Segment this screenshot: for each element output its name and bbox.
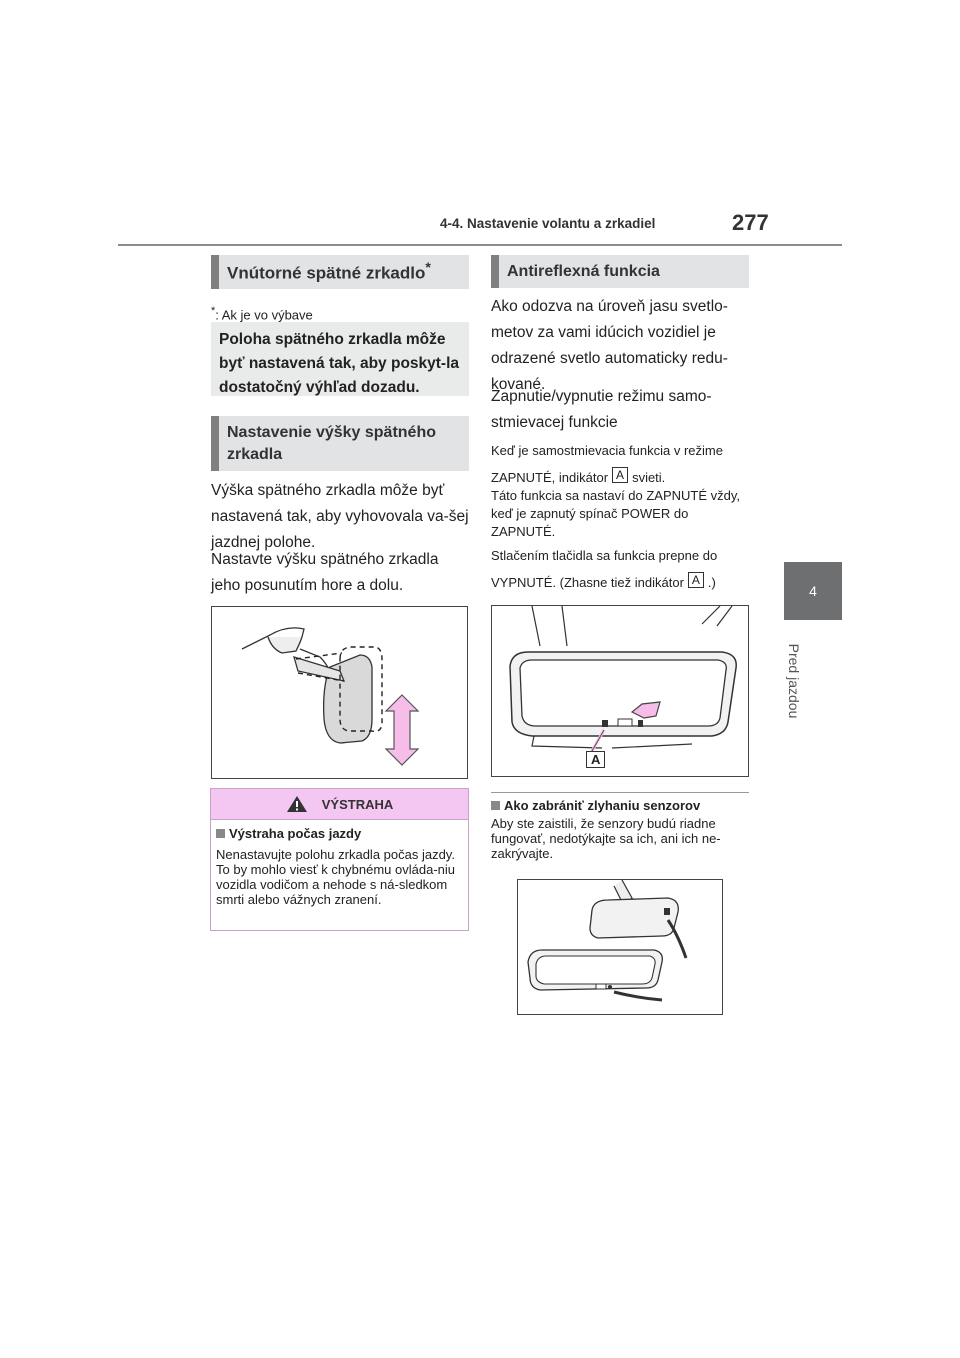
power-on-text: Táto funkcia sa nastaví do ZAPNUTÉ vždy, keď je zapnutý spínač POWER do ZAPNUTÉ. <box>491 488 741 539</box>
footnote-text: : Ak je vo výbave <box>215 307 313 323</box>
footnote-star: * <box>211 305 216 317</box>
section-separator <box>491 792 749 793</box>
chapter-label-wrap <box>780 636 808 726</box>
indicator-a-label: A <box>612 467 628 483</box>
antiglare-figure <box>491 605 749 777</box>
square-bullet-icon <box>216 829 225 838</box>
warning-header <box>211 789 468 820</box>
subsection-title-box <box>211 416 469 471</box>
section-title: 4-4. Nastavenie volantu a zrkadiel <box>440 216 656 231</box>
antiglare-paragraph: Ako odozva na úroveň jasu svetlo-metov za vami idúcich vozidiel je odrazené svetlo automaticky redu-kované. <box>491 298 728 393</box>
dim-off-text: Stlačením tlačidla sa funkcia prepne do VYPNUTÉ. (Zhasne tiež indikátor A .) <box>491 548 718 590</box>
mirror-height-figure <box>211 606 468 779</box>
square-bullet-icon <box>491 801 500 810</box>
warning-box <box>210 788 469 931</box>
warning-text-2: To by mohlo viesť k chybnému ovláda-niu vozidla vodičom a nehode s ná-sledkom smrti alebo vážnych zranení. <box>216 862 455 907</box>
title-bar <box>211 416 219 471</box>
indicator-a-label: A <box>688 572 704 588</box>
header-rule <box>118 244 842 246</box>
chapter-number: 4 <box>809 583 817 599</box>
warning-text-1: Nenastavujte polohu zrkadla počas jazdy. <box>216 847 455 862</box>
subsection-title: Nastavenie výšky spätného zrkadla <box>227 423 436 463</box>
sensor-heading: Ako zabrániť zlyhaniu senzorov <box>491 797 753 815</box>
title-bar <box>491 255 499 288</box>
height-paragraph: Výška spätného zrkadla môže byť nastavená tak, aby vyhovovala va-šej jazdnej polohe. <box>211 482 469 551</box>
title-bar <box>211 255 219 289</box>
label-a-callout: A <box>586 751 605 768</box>
dim-on-text: Keď je samostmievacia funkcia v režime ZAPNUTÉ, indikátor A svieti. <box>491 443 723 485</box>
antiglare-title-box <box>491 255 749 288</box>
summary-box: Poloha spätného zrkadla môže byť nastavená tak, aby poskyt-la dostatočný výhľad dozadu. <box>211 322 469 396</box>
auto-dim-paragraph: Zapnutie/vypnutie režimu samo-stmievacej funkcie <box>491 388 712 431</box>
warning-content <box>211 820 468 907</box>
chapter-label: Pred jazdou <box>786 643 802 719</box>
antiglare-mirror-illustration <box>492 606 748 776</box>
sensor-text: Aby ste zaistili, že senzory budú riadne fungovať, nedotýkajte sa ich, ani ich ne-zakrývajte. <box>491 816 721 861</box>
footnote <box>211 302 469 324</box>
main-title: Vnútorné spätné zrkadlo <box>227 263 426 283</box>
main-title-box <box>211 255 469 289</box>
sensor-figure <box>517 879 723 1015</box>
adjust-paragraph: Nastavte výšku spätného zrkadla jeho posunutím hore a dolu. <box>211 551 439 594</box>
sensor-mirror-illustration <box>518 880 722 1014</box>
antiglare-title: Antireflexná funkcia <box>507 262 660 280</box>
warning-triangle-icon <box>286 795 308 813</box>
warning-title: VÝSTRAHA <box>321 796 394 812</box>
warning-item-title: Výstraha počas jazdy <box>229 826 362 841</box>
chapter-tab <box>784 562 842 620</box>
main-title-star: * <box>425 259 431 276</box>
mirror-height-illustration <box>212 607 467 778</box>
page-number: 277 <box>732 210 769 235</box>
